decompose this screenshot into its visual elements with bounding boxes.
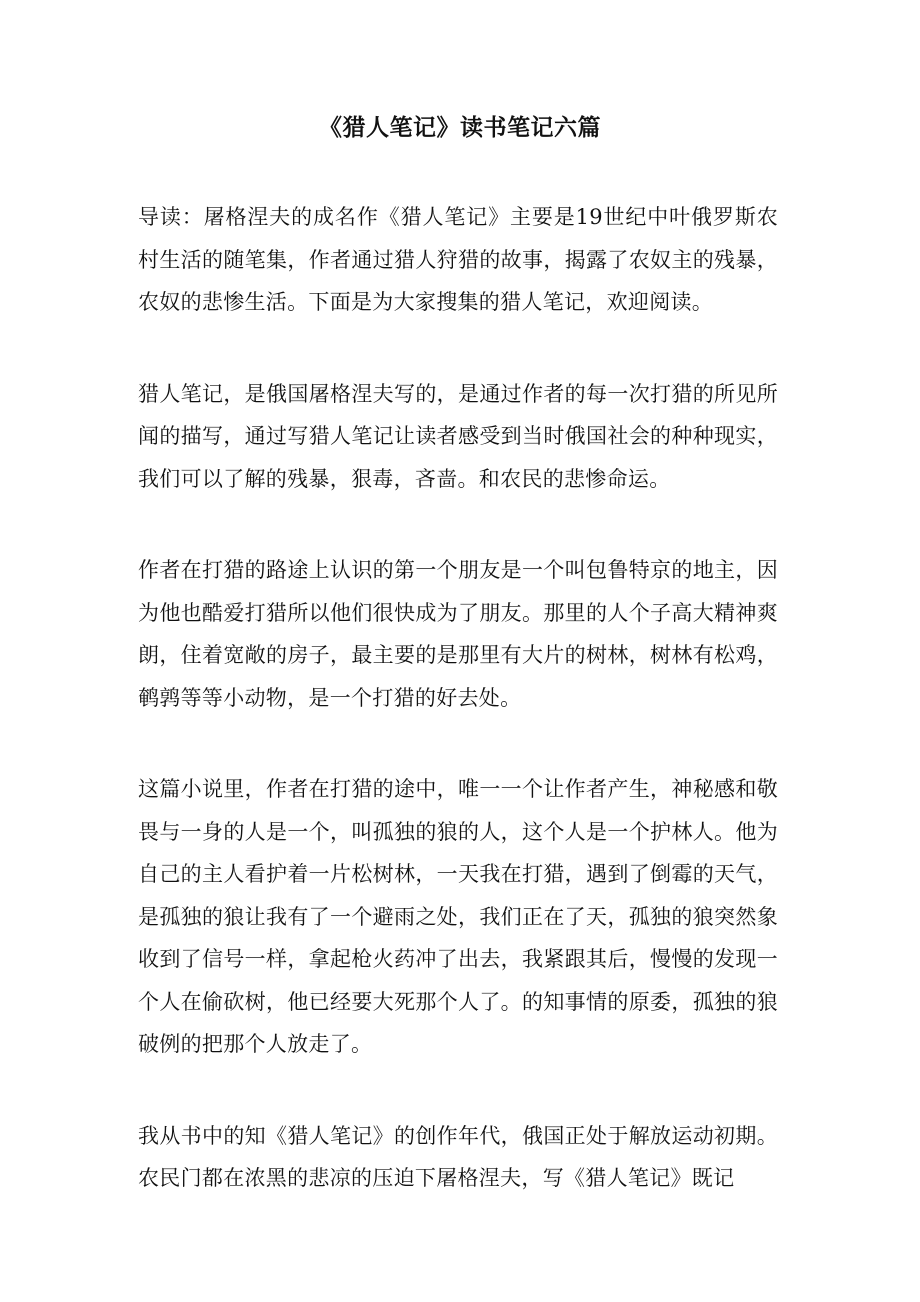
document-body — [138, 196, 778, 1249]
paragraph-3: 作者在打猎的路途上认识的第一个朋友是一个叫包鲁特京的地主，因为他也酷爱打猎所以他们很快成为了朋友。那里的人个子高大精神爽朗，住着宽敞的房子，最主要的是那里有大片的树林，树林有松鸡，鹌鹑等等小动物，是一个打猎的好去处。 — [138, 558, 778, 710]
paragraph-2: 猎人笔记，是俄国屠格涅夫写的，是通过作者的每一次打猎的所见所闻的描写，通过写猎人笔记让读者感受到当时俄国社会的种种现实，我们可以了解的残暴，狠毒，吝啬。和农民的悲惨命运。 — [138, 381, 778, 491]
document-title: 《猎人笔记》读书笔记六篇 — [319, 114, 601, 141]
paragraph-4: 这篇小说里，作者在打猎的途中，唯一一个让作者产生，神秘感和敬畏与一身的人是一个，叫孤独的狼的人，这个人是一个护林人。他为自己的主人看护着一片松树林，一天我在打猎，遇到了倒霉的天气，是孤独的狼让我有了一个避雨之处，我们正在了天，孤独的狼突然象收到了信号一样，拿起枪火药冲了出去，我紧跟其后，慢慢的发现一个人在偷砍树，他已经要大死那个人了。的知事情的原委，孤独的狼破例的把那个人放走了。 — [138, 777, 778, 1056]
paragraph-intro: 导读：屠格涅夫的成名作《猎人笔记》主要是19世纪中叶俄罗斯农村生活的随笔集，作者通过猎人狩猎的故事，揭露了农奴主的残暴，农奴的悲惨生活。下面是为大家搜集的猎人笔记，欢迎阅读。 — [138, 205, 778, 314]
paragraph-5: 我从书中的知《猎人笔记》的创作年代，俄国正处于解放运动初期。农民门都在浓黑的悲凉的压迫下屠格涅夫，写《猎人笔记》既记 — [138, 1123, 778, 1190]
